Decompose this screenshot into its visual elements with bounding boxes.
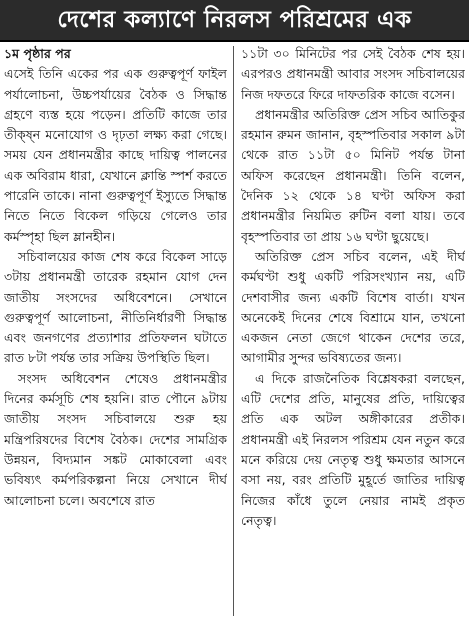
right-column <box>241 44 465 619</box>
left-column <box>4 44 227 619</box>
paragraph: সচিবালয়ের কাজ শেষ করে বিকেল সাড়ে ৩টায় প্রধানমন্ত্রী তারেক রহমান যোগ দেন জাতীয় সংসদের অধিবেশনে। সেখানে গুরুত্বপূর্ণ আলোচনা, নীতিনির্ধারণী সিদ্ধান্ত এবং জনগণের প্রত্যাশার প্রতিফলন ঘটাতে রাত ৮টা পর্যন্ত তার সক্রিয় উপস্থিতি ছিল। <box>4 248 227 366</box>
paragraph: ১১টা ৩০ মিনিটের পর সেই বৈঠক শেষ হয়। এরপরও প্রধানমন্ত্রী আবার সংসদ সচিবালয়ের নিজ দফতরে ফিরে দাফতরিক কাজে বসেন। <box>241 46 465 102</box>
paragraph: অতিরিক্ত প্রেস সচিব বলেন, এই দীর্ঘ কর্মঘণ্টা শুধু একটি পরিসংখ্যান নয়, এটি দেশবাসীর জন্য একটি বিশেষ বার্তা। যখন অনেকেই দিনের শেষে বিশ্রামে যান, তখনো একজন নেতা জেগে থাকেন দেশের তরে, আগামীর সুন্দর ভবিষ্যতের জন্য। <box>241 248 465 366</box>
headline-rule <box>0 40 469 42</box>
paragraph: এ দিকে রাজনৈতিক বিশ্লেষকরা বলছেন, এটি দেশের প্রতি, মানুষের প্রতি, দায়িত্বের প্রতি এক অটল অঙ্গীকারের প্রতীক। প্রধানমন্ত্রী এই নিরলস পরিশ্রম যেন নতুন করে মনে করিয়ে দেয় নেতৃত্ব শুধু ক্ষমতার আসনে বসা নয়, বরং প্রতিটি মুহূর্তে জাতির দায়িত্ব নিজের কাঁধে তুলে নেয়ার নামই প্রকৃত নেতৃত্ব। <box>241 370 465 528</box>
paragraph: এসেই তিনি একের পর এক গুরুত্বপূর্ণ ফাইল পর্যালোচনা, উচ্চপর্যায়ের বৈঠক ও সিদ্ধান্ত গ্রহণে ব্যস্ত হয়ে পড়েন। প্রতিটি কাজে তার তীক্ষ্ন মনোযোগ ও দৃঢ়তা লক্ষ্য করা গেছে। সময় যেন প্রধানমন্ত্রীর কাছে দায়িত্ব পালনের এক অবিরাম ধারা, যেখানে ক্লান্তি স্পর্শ করতে পারেনি তাকে। নানা গুরুত্বপূর্ণ ইস্যুতে সিদ্ধান্ত নিতে নিতে বিকেল গড়িয়ে গেলেও তার কর্মস্পৃহা ছিল ম্লানহীন। <box>4 66 227 244</box>
column-divider <box>233 46 234 616</box>
page-reference: ১ম পৃষ্ঠার পর <box>4 46 71 61</box>
paragraph: সংসদ অধিবেশন শেষেও প্রধানমন্ত্রীর দিনের কর্মসূচি শেষ হয়নি। রাত পৌনে ৯টায় জাতীয় সংসদ সচিবালয়ে শুরু হয় মন্ত্রিপরিষদের বিশেষ বৈঠক। দেশের সামগ্রিক উন্নয়ন, বিদ্যমান সঙ্কট মোকাবেলা এবং ভবিষ্যৎ কর্মপরিকল্পনা নিয়ে সেখানে দীর্ঘ আলোচনা চলে। অবশেষে রাত <box>4 370 227 508</box>
headline: দেশের কল্যাণে নিরলস পরিশ্রমের এক <box>0 0 469 40</box>
paragraph: প্রধানমন্ত্রীর অতিরিক্ত প্রেস সচিব আতিকুর রহমান রুমন জানান, বৃহস্পতিবার সকাল ৯টা থেকে রাত ১১টা ৫০ মিনিট পর্যন্ত টানা অফিস করেছেন প্রধানমন্ত্রী। তিনি বলেন, দৈনিক ১২ থেকে ১৪ ঘণ্টা অফিস করা প্রধানমন্ত্রীর নিয়মিত রুটিন বলা যায়। তবে বৃহস্পতিবার তা প্রায় ১৬ ঘণ্টা ছুয়েছে। <box>241 106 465 244</box>
